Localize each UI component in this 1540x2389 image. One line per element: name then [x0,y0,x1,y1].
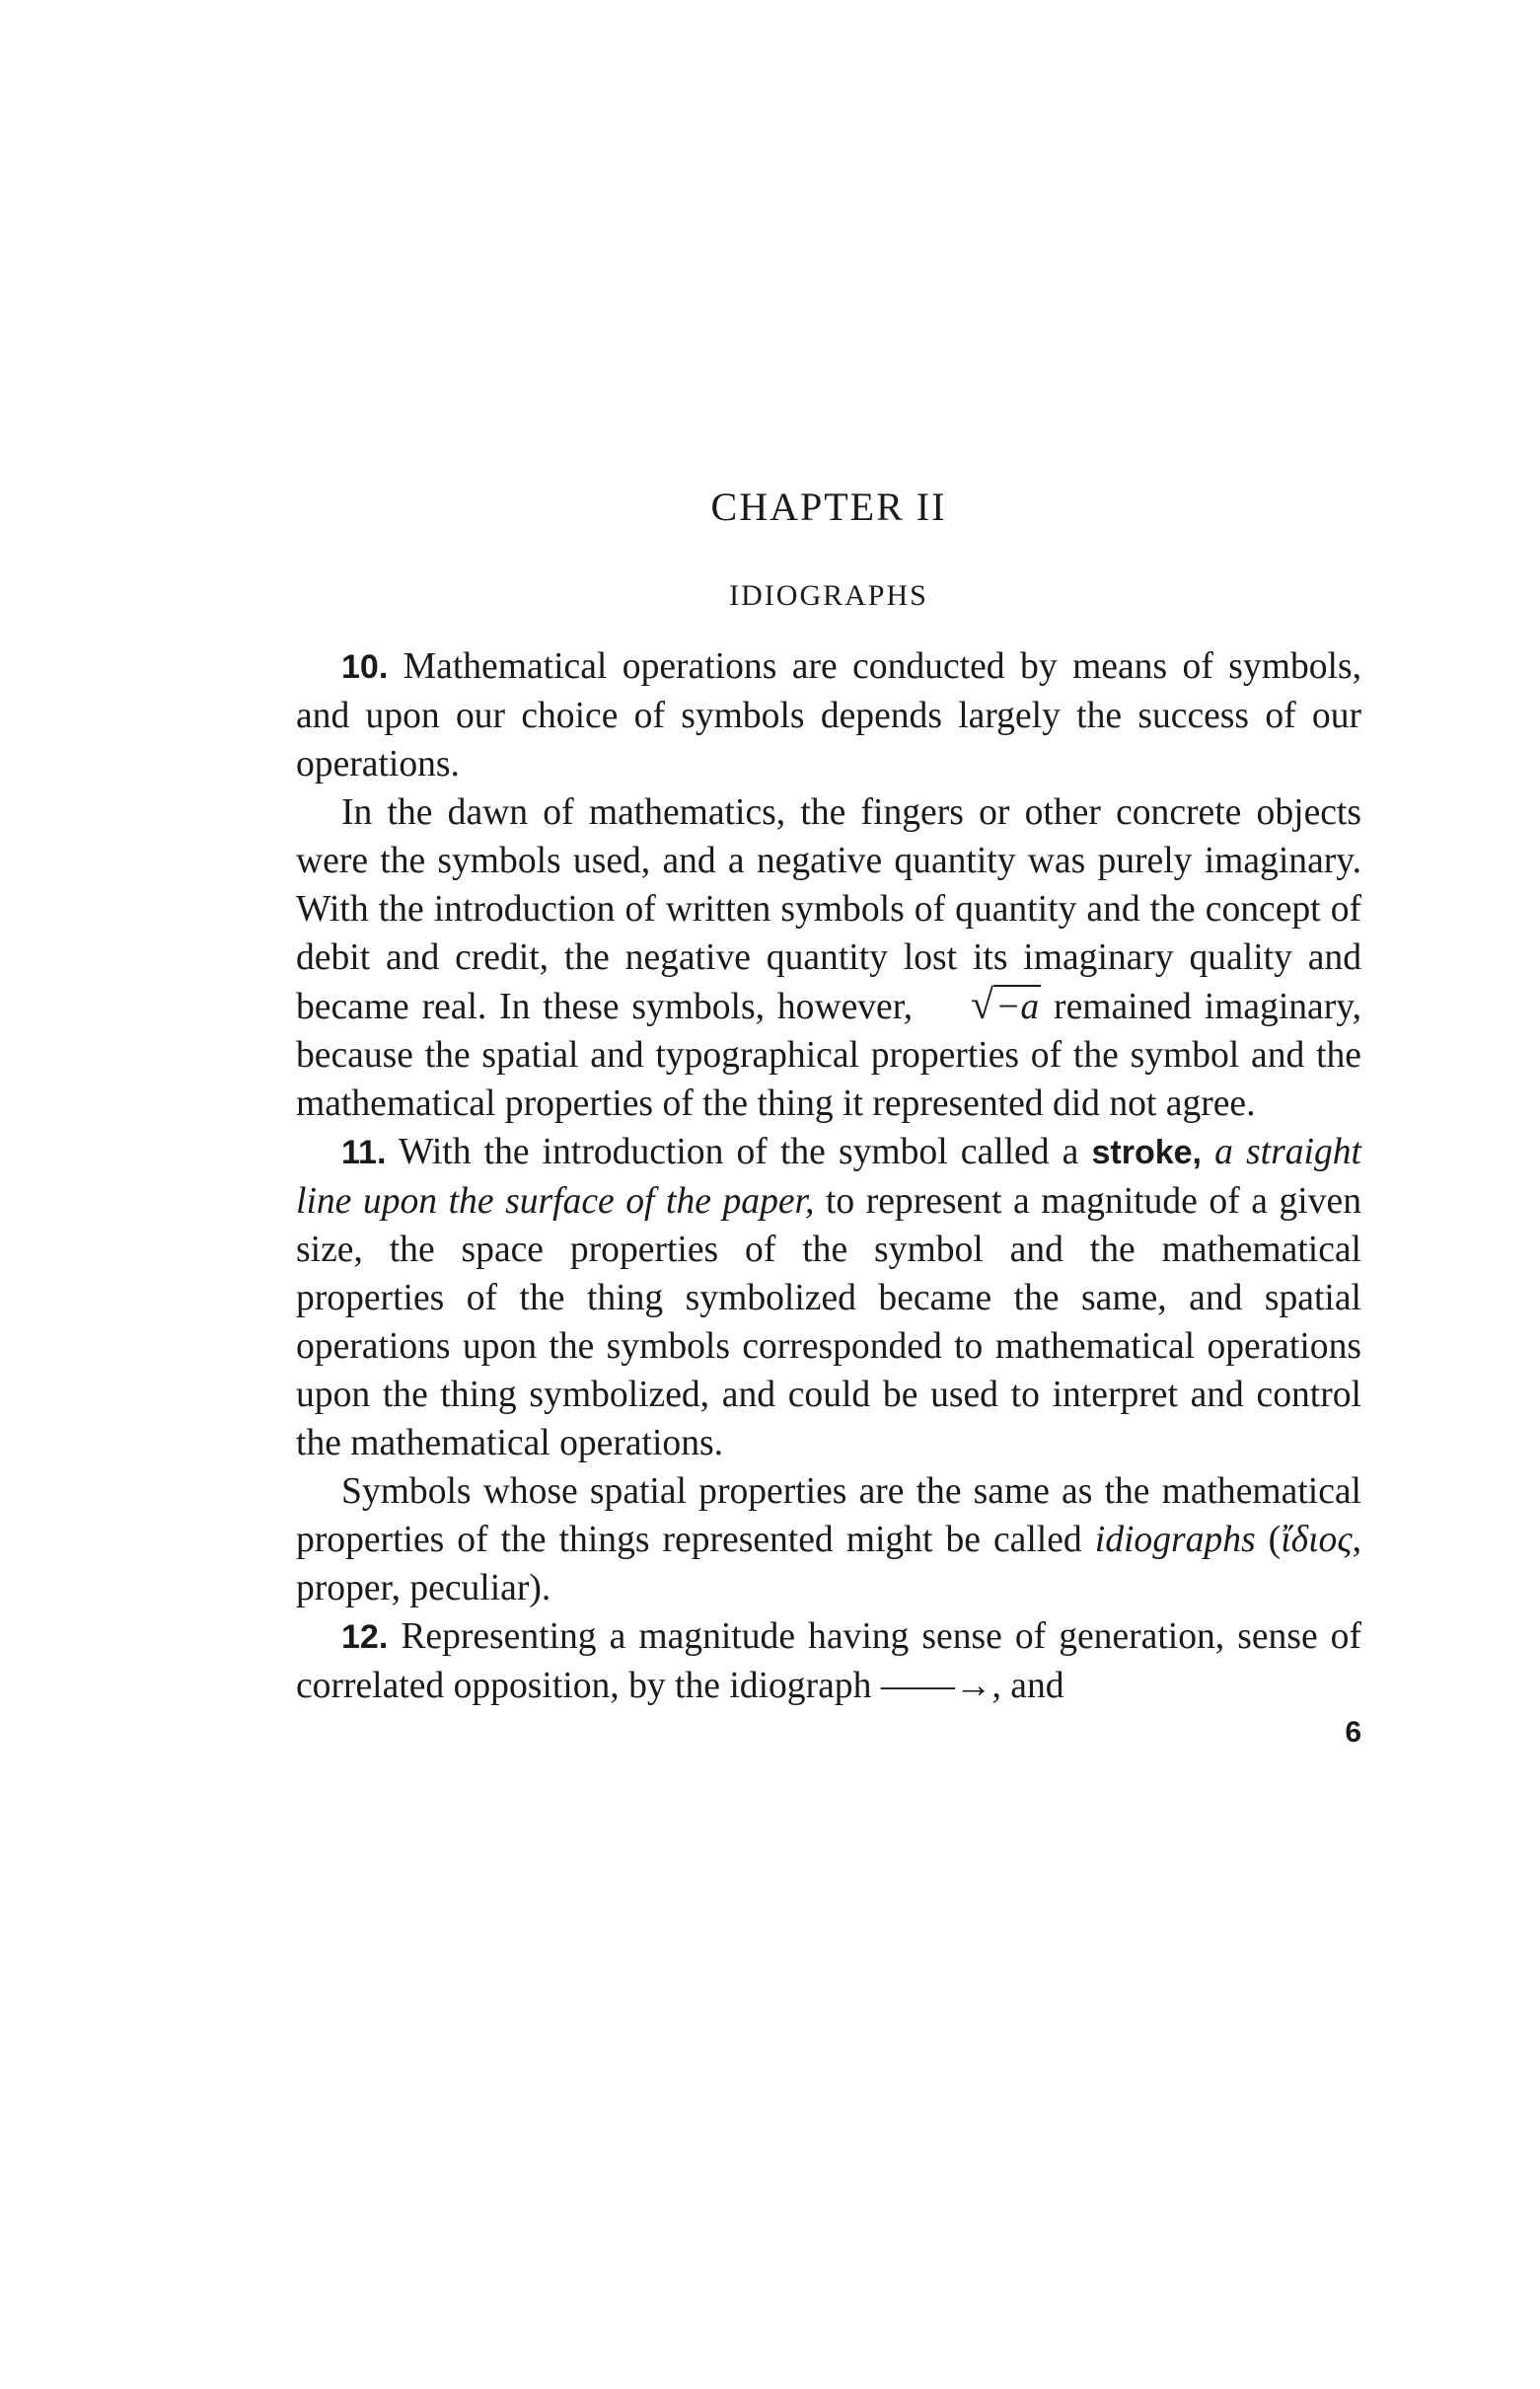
paragraph-12 [296,1612,1361,1710]
page-number: 6 [1345,1716,1361,1749]
paragraph-number: 12. [341,1618,389,1656]
paragraph-number: 10. [341,648,389,686]
paragraph-text: to represent a magnitude of a given size, the space properties of the symbol and the mathematical properties of the thing symbolized became the same, and spatial operations upon the symbols corresponded to mathematical operations upon the thing symbolized, and could be used to interpret and control the mathematical operations. [296,1181,1361,1463]
page-content [296,484,1361,1749]
radical-sign: √ [970,983,994,1028]
chapter-title: CHAPTER II [710,485,947,529]
paragraph-11 [296,1128,1361,1467]
greek-word: ἴδιος [1281,1520,1353,1560]
square-root-expression [925,982,1041,1031]
paragraph-text: , proper, peculiar). [296,1520,1361,1608]
paragraph-number: 11. [341,1134,387,1171]
paragraph-text: Symbols whose spatial properties are the same as the mathematical properties of the things represented might be called [296,1471,1361,1560]
section-title: IDIOGRAPHS [729,579,928,612]
paragraph-text: Representing a magnitude having sense of generation, sense of correlated opposition, by the idiograph ——→, and [296,1616,1361,1706]
paragraph-text: remained imaginary, because the spatial and typographical properties of the symbol and the mathematical properties of the thing it represented did not agree. [296,987,1361,1124]
paragraph-11-continued [296,1467,1361,1612]
definition-text: a straight line upon the surface of the paper, [296,1132,1361,1222]
paragraph-text: In the dawn of mathematics, the fingers or other concrete objects were the symbols used, and a negative quantity was purely imaginary. With the introduction of written symbols of quantity and the concept of debit and credit, the negative quantity lost its imaginary quality and became real. In these symbols, however, [296,792,1361,1027]
defined-term: stroke, [1091,1134,1202,1171]
paragraph-text: ( [1255,1520,1282,1560]
paragraph-10-continued [296,788,1361,1128]
defined-term: idiographs [1094,1520,1256,1560]
paragraph-10 [296,642,1361,788]
paragraph-text: Mathematical operations are conducted by means of symbols, and upon our choice of symbols depends largely the success of our operations. [296,646,1361,784]
paragraph-text: With the introduction of the symbol called a [386,1132,1092,1172]
radicand: −a [995,987,1040,1027]
